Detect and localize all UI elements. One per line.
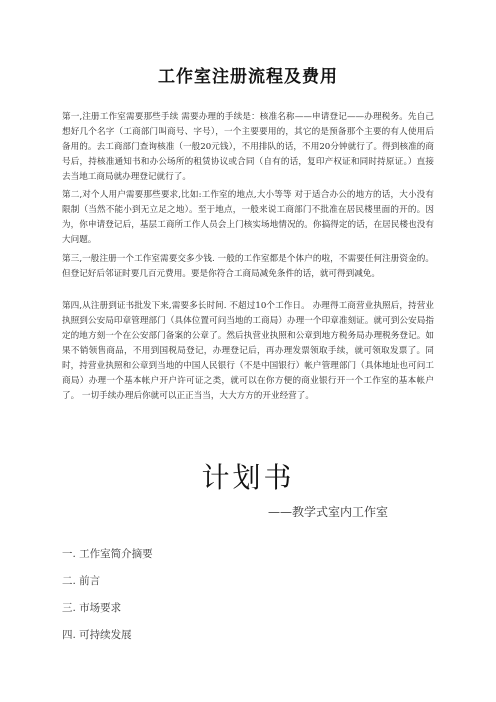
paragraph-registration-cost: 第三,一般注册一个工作室需要交多少钱. 一般的工作室都是个体户的啦，不需要任何注册资金的。但登记好后邻证时要几百元费用。要是你符合工商局减免条件的话，就可得到减免。: [62, 254, 434, 279]
paragraph-registration-procedure: 第一,注册工作室需要那些手续 需要办理的手续是：核准名称——申请登记——办理税务。先自己想好几个名字（工商部门叫商号、字号），一个主要要用的，其它的是预备那个主要的有人使用后备用的。去工商部门查询核准（一般20元钱），不用排队的话，不用20分钟就行了。得到核准的商号后，持核准通知书和办公场所的租赁协议或合同（自有的话，复印产权证和同时持原证。）直接去当地工商局就办理登记就行了。: [62, 112, 434, 182]
toc-item: 二. 前言: [62, 575, 101, 587]
paragraph-processing-time: 第四,从注册到证书批发下来,需要多长时间. 不超过10个工作日。 办理得工商营业执照后，持营业执照到公安局印章管理部门（具体位置可问当地的工商局）办理一个印章准刻证。就可到公安局指定的地方刻一个在公安部门备案的公章了。然后执营业执照和公章到地方税务局办理税务登记。如果不销领售商品，不用到国税局登记，办理登记后，再办理发票领取手续，就可领取发票了。同时，持营业执照和公章到当地的中国人民银行（不是中国银行）帐户管理部门（具体地址也可问工商局）办理一个基本帐户开户许可证之类，就可以在你方便的商业银行开一个工作室的基本帐户了。 一切手续办理后你就可以正正当当，大大方方的开业经营了。: [62, 301, 434, 401]
document-title: 工作室注册流程及费用: [158, 67, 338, 87]
paragraph-location-requirements: 第二,对个人用户需要那些要求,比如:工作室的地点,大小等等 对于适合办公的地方的话，大小没有限制（当然不能小到无立足之地）。至于地点，一般来说工商部门不批准在居民楼里面的开的。因为，你申请登记后，基层工商所工作人员会上门核实场地情况的。你搞得定的话，在居民楼也没有大问题。: [62, 190, 434, 245]
toc-item: 一. 工作室简介摘要: [62, 548, 153, 560]
plan-title: 计划书: [201, 461, 295, 494]
toc-item: 三. 市场要求: [62, 602, 122, 614]
plan-subtitle: ——教学式室内工作室: [268, 505, 389, 519]
toc-item: 四. 可持续发展: [62, 629, 132, 641]
